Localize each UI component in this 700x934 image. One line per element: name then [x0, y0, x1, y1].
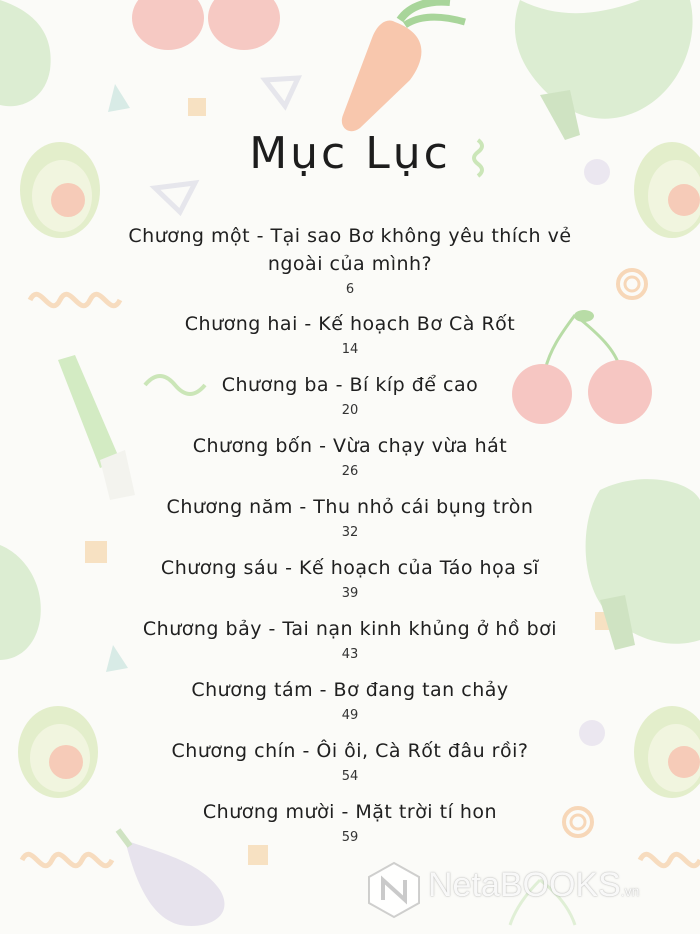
toc-entry-chapter: Chương hai - Kế hoạch Bơ Cà Rốt — [184, 313, 516, 335]
page-title: Mục Lục — [249, 128, 451, 179]
lettuce-icon — [515, 0, 693, 140]
toc-entry-chapter: Chương ba - Bí kíp để cao — [221, 374, 479, 396]
toc-entry-page: 32 — [341, 525, 359, 540]
toc-entry-page: 6 — [345, 282, 355, 297]
toc-entry-chapter: Chương sáu - Kế hoạch của Táo họa sĩ — [160, 557, 540, 579]
toc-entry[interactable] — [110, 371, 590, 421]
tomato-icon — [132, 0, 280, 50]
watermark-suffix: .vn — [620, 883, 640, 899]
toc-entry[interactable] — [110, 798, 590, 848]
carrot-icon — [342, 2, 465, 132]
toc-entry-page: 20 — [341, 403, 359, 418]
toc-entry-page: 49 — [341, 708, 359, 723]
lettuce-icon — [0, 545, 41, 660]
toc-entry[interactable] — [110, 493, 590, 543]
toc-entry-page: 14 — [341, 342, 359, 357]
toc-entry-chapter: Chương một - Tại sao Bơ không yêu thích vẻ ngoài của mình? — [128, 225, 572, 275]
avocado-icon — [634, 706, 700, 798]
watermark-brand: NetaBOOKS — [428, 866, 621, 904]
toc-entry[interactable] — [110, 676, 590, 726]
watermark-text — [428, 866, 639, 905]
toc-entry[interactable] — [110, 615, 590, 665]
toc-entry[interactable] — [110, 737, 590, 787]
toc-entry[interactable] — [110, 554, 590, 604]
toc-entry-page: 43 — [341, 647, 359, 662]
avocado-icon — [18, 706, 98, 798]
netabooks-logo-icon — [364, 860, 424, 920]
toc-entry-page: 39 — [341, 586, 359, 601]
toc-entry-chapter: Chương chín - Ôi ôi, Cà Rốt đâu rồi? — [171, 740, 529, 762]
toc-entry-chapter: Chương tám - Bơ đang tan chảy — [191, 679, 509, 701]
toc-entry-chapter: Chương bốn - Vừa chạy vừa hát — [192, 435, 508, 457]
toc-entry-chapter: Chương mười - Mặt trời tí hon — [202, 801, 498, 823]
toc-entry-chapter: Chương bảy - Tai nạn kinh khủng ở hồ bơi — [142, 618, 558, 640]
toc-entry-page: 54 — [341, 769, 359, 784]
toc-entry[interactable] — [110, 310, 590, 360]
toc-entry-page: 59 — [341, 830, 359, 845]
lettuce-icon — [0, 0, 51, 106]
toc-entry[interactable] — [110, 222, 590, 300]
toc-entry-chapter: Chương năm - Thu nhỏ cái bụng tròn — [166, 496, 534, 518]
netabooks-watermark — [362, 858, 692, 922]
toc-entry-page: 26 — [341, 464, 359, 479]
toc-entry[interactable] — [110, 432, 590, 482]
